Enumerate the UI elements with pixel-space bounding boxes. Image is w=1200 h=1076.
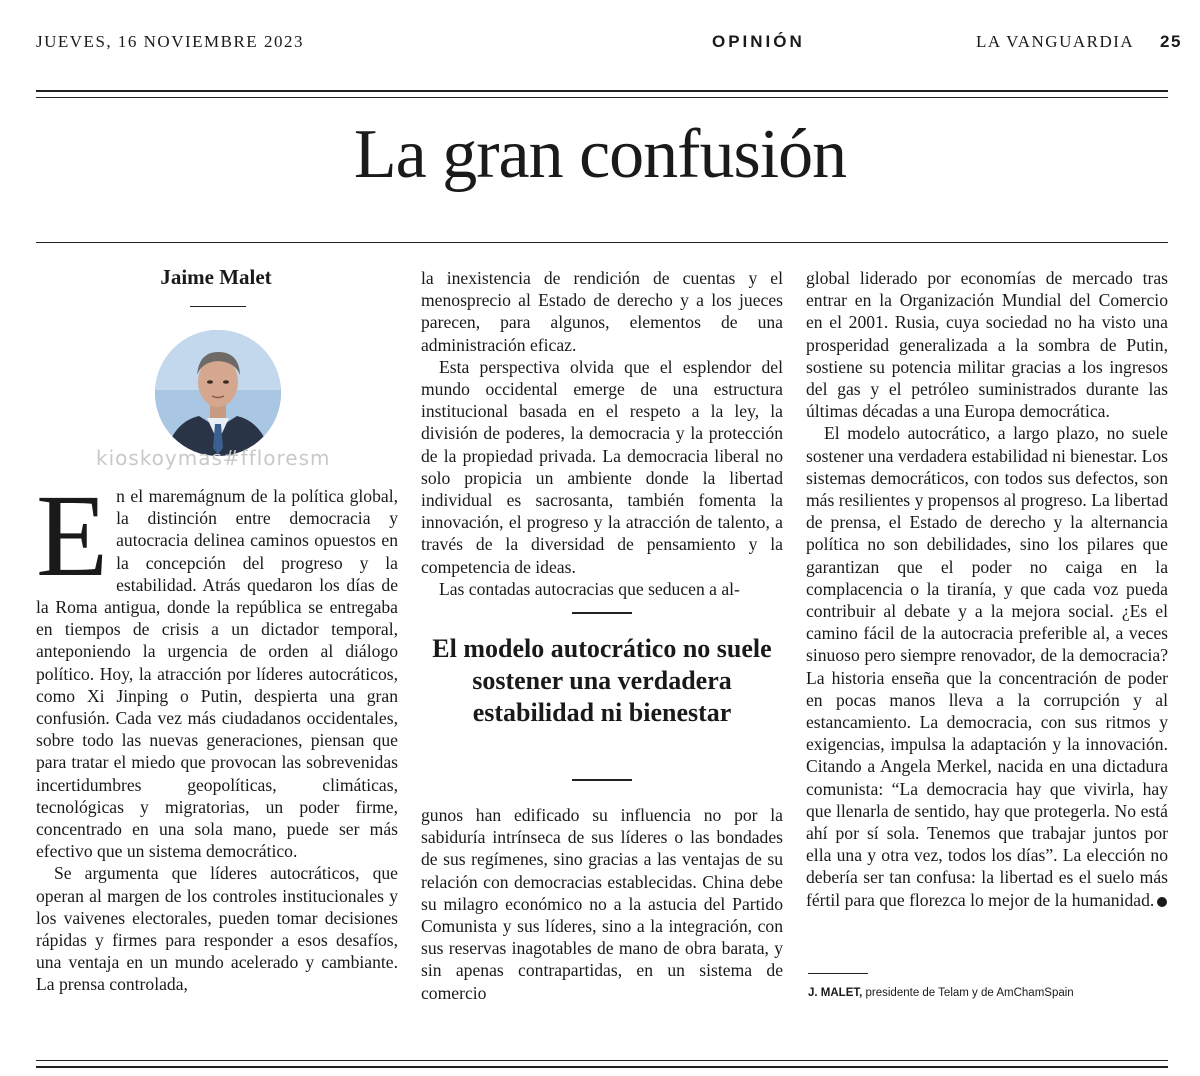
headline: La gran confusión: [353, 116, 847, 193]
signature-name: J. MALET,: [808, 987, 863, 999]
footer-rule-thick: [36, 1066, 1168, 1068]
article-paragraph: global liderado por economías de mercado tras entrar en la Organización Mundial del Comercio en el 2001. Rusia, cuya sociedad no ha visto una prosperidad generalizada a la sombra de Putin, sostiene su potencia militar gracias a los ingresos del gas y el petróleo suministrados durante las últimas décadas a una Europa democrática.: [806, 268, 1168, 422]
article-column-2: [421, 267, 783, 600]
article-paragraph: [36, 470, 398, 862]
article-paragraph: la inexistencia de rendición de cuentas y el menosprecio al Estado de derecho y a los jueces parecen, para algunos, elementos de una administración eficaz.: [421, 268, 783, 355]
article-paragraph: [806, 422, 1168, 910]
footer-rule: [36, 1060, 1168, 1061]
header-rule: [36, 90, 1168, 92]
watermark: kioskoymas#ffloresm: [96, 446, 331, 470]
signature-rule: [808, 973, 868, 974]
pull-quote: El modelo autocrático no suele sostener una verdadera estabilidad ni bienestar: [432, 634, 772, 727]
pull-quote-rule-top: [572, 612, 632, 614]
pull-quote-rule-bottom: [572, 779, 632, 781]
signature-role: presidente de Telam y de AmChamSpain: [862, 987, 1074, 999]
article-paragraph: Esta perspectiva olvida que el esplendor del mundo occidental emerge de una estructura institucional basada en el respeto a la ley, la división de poderes, la democracia y la protección de la propiedad privada. La democracia liberal no solo propicia un ambiente donde la libertad individual es sacrosanta, también fomenta la innovación, el progreso y la atracción de talento, a través de la diversidad de pensamiento y la competencia de ideas.: [421, 356, 783, 577]
article-column-1: [36, 470, 398, 996]
author-signature: [808, 987, 1074, 999]
article-paragraph: Se argumenta que líderes autocráticos, que operan al margen de los controles institucionales y los vaivenes electorales, pueden tomar decisiones rápidas y firmes para responder a esos desafíos, una ventaja en un mundo acelerado y cambiante. La prensa controlada,: [36, 863, 398, 995]
article-column-3: [806, 267, 1168, 911]
publication-date: JUEVES, 16 NOVIEMBRE 2023: [36, 32, 304, 51]
newspaper-name: LA VANGUARDIA: [976, 32, 1135, 51]
author-name: Jaime Malet: [160, 265, 272, 289]
end-mark-icon: [1157, 897, 1167, 907]
paragraph-text: El modelo autocrático, a largo plazo, no suele sostener una verdadera estabilidad ni bienestar. Los sistemas democráticos, con todos sus defectos, son más resilientes y propensos al progreso. La libertad de prensa, el Estado de derecho y la alternancia política no son debilidades, sino los pilares que garantizan que el poder no caiga en la complacencia o la tiranía, y que cada voz pueda contribuir al debate y a la mejora social. ¿Es el camino fácil de la autocracia preferible al, a veces sinuoso pero siempre renovador, de la democracia? La historia enseña que la concentración de poder en pocas manos lleva a la corrupción y al estancamiento. La democracia, con sus ritmos y exigencias, impulsa la adaptación y la innovación. Citando a Angela Merkel, nacida en una dictadura comunista: “La democracia hay que vivirla, hay que llenarla de sentido, hay que protegerla. No está ahí por sí sola. Tenemos que trabajar juntos por ella una y otra vez, todos los días”. La elección no debería ser tan confusa: la libertad es el suelo más fértil para que florezca lo mejor de la humanidad.: [806, 423, 1169, 910]
header-rule-thin: [36, 97, 1168, 98]
drop-cap: E: [36, 470, 109, 601]
article-column-2-continued: [421, 804, 783, 1004]
article-paragraph: Las contadas autocracias que seducen a al-: [439, 578, 740, 599]
paragraph-text: n el maremágnum de la política global, la distinción entre democracia y autocracia delinea caminos opuestos en la concepción del progreso y la estabilidad. Atrás quedaron los días de la Roma antigua, donde la república se entregaba en tiempos de crisis a un dictador temporal, anteponiendo la urgencia de orden al diálogo político. Hoy, la atracción por líderes autocráticos, como Xi Jinping o Putin, despierta una gran confusión. Cada vez más ciudadanos occidentales, sobre todo las nuevas generaciones, piensan que para tratar el miedo que provocan las sobrevenidas incertidumbres geopolíticas, climáticas, tecnológicas y migratorias, un poder firme, concentrado en una sola mano, puede ser más efectivo que un sistema democrático.: [36, 486, 398, 862]
author-divider: [190, 306, 246, 307]
page-number: 25: [1160, 32, 1182, 51]
author-portrait-icon: [155, 330, 281, 456]
article-paragraph: gunos han edificado su influencia no por la sabiduría intrínseca de sus líderes o las bondades de sus regímenes, sino gracias a las ventajas de su relación con democracias establecidas. China debe su milagro económico no a la astucia del Partido Comunista y sus líderes, sino a la integración, con sus reservas inagotables de mano de obra barata, y sin apenas contrapartidas, en un sistema de comercio: [421, 805, 783, 1003]
author-photo: [155, 330, 281, 456]
section-label: OPINIÓN: [712, 32, 805, 51]
headline-rule: [36, 242, 1168, 243]
